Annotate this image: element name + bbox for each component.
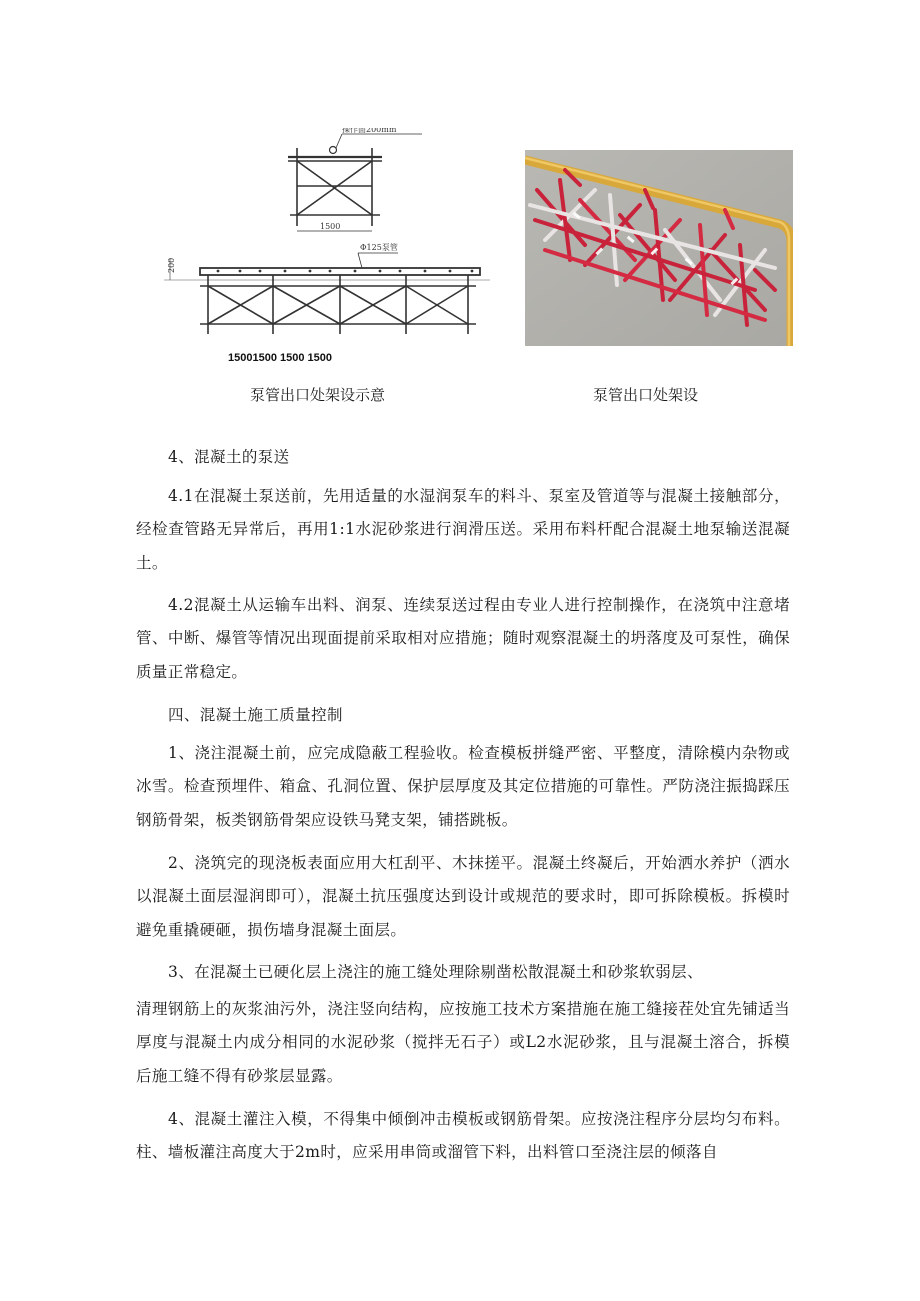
paragraph-4-2: 4.2混凝土从运输车出料、润泵、连续泵送过程由专业人进行控制操作，在浇筑中注意堵管、中断、爆管等情况出现面提前采取相对应措施；随时观察混凝土的坍落度及可泵性，确保质量正常稳定。: [136, 596, 790, 681]
frame-joints: [217, 270, 474, 273]
label-top-line2: 操作面200mm: [342, 128, 397, 134]
scaffold-photo-svg: [525, 150, 793, 346]
scaffold-photo: [525, 150, 793, 346]
paragraph-item-3-first-line: 3、在混凝土已硬化层上浇注的施工缝处理除剔凿松散混凝土和砂浆软弱层、: [168, 963, 703, 981]
upper-tower: [288, 148, 382, 226]
paragraph-item-3-continued: 清理钢筋上的灰浆油污外，浇注竖向结构，应按施工技术方案措施在施工缝接茬处宜先铺适当厚度与混凝土内成分相同的水泥砂浆（搅拌无石子）或L2水泥砂浆，且与混凝土溶合，拆模后施工缝不得有砂浆层显露。: [136, 1000, 790, 1085]
label-1500: 1500: [320, 222, 341, 231]
paragraph-4-1: 4.1在混凝土泵送前，先用适量的水湿润泵车的料斗、泵室及管道等与混凝土接触部分，经检查管路无异常后，再用1:1水泥砂浆进行润滑压送。采用布料杆配合混凝土地泵输送混凝土。: [136, 487, 790, 572]
lower-frame: [200, 268, 480, 334]
label-200: 200: [167, 257, 176, 273]
scaffold-diagram: [160, 128, 500, 368]
caption-photo: 泵管出口处架设: [593, 386, 699, 404]
dimension-text: 15001500 1500 1500: [228, 352, 332, 364]
paragraph-item-4: 4、混凝土灌注入模，不得集中倾倒冲击模板或钢筋骨架。应按浇注程序分层均匀布料。柱、墙板灌注高度大于2m时，应采用串筒或溜管下料，出料管口至浇注层的倾落自: [136, 1110, 790, 1162]
heading-quality-control: 四、混凝土施工质量控制: [168, 706, 343, 724]
caption-diagram: 泵管出口处架设示意: [250, 386, 386, 404]
scaffold-diagram-svg: [160, 128, 500, 368]
paragraph-item-1: 1、浇注混凝土前，应完成隐蔽工程验收。检查模板拼缝严密、平整度，清除模内杂物或冰雪。检查预埋件、箱盒、孔洞位置、保护层厚度及其定位措施的可靠性。严防浇注振捣踩压钢筋骨架，板类钢筋骨架应设铁马凳支架，铺搭跳板。: [136, 744, 790, 829]
heading-pumping: 4、混凝土的泵送: [168, 448, 290, 466]
label-pipe: Φ125泵管: [360, 243, 398, 252]
pipe-marker-icon: [330, 147, 337, 154]
paragraph-item-2: 2、浇筑完的现浇板表面应用大杠刮平、木抹搓平。混凝土终凝后，开始洒水养护（洒水以混凝土面层湿润即可），混凝土抗压强度达到设计或规范的要求时，即可拆除模板。拆模时避免重撬硬砸，损伤墙身混凝土面层。: [136, 854, 790, 939]
